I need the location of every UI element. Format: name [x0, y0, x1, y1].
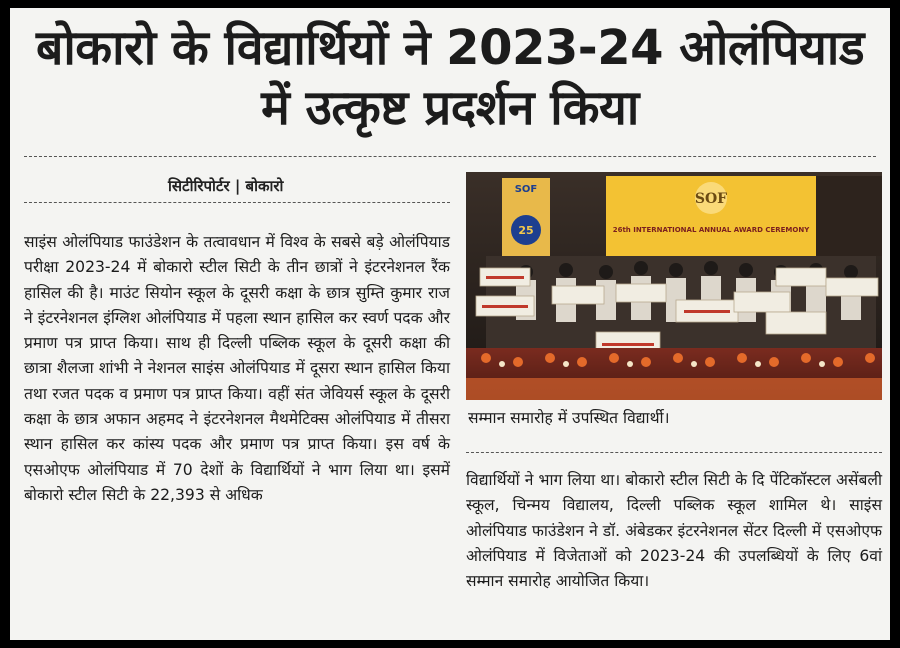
headline: बोकारो के विद्यार्थियों ने 2023-24 ओलंपियाड में उत्कृष्ट प्रदर्शन किया: [35, 20, 865, 136]
newspaper-clipping: [10, 8, 890, 640]
side-banner-logo: SOF: [514, 184, 538, 195]
headline-divider: [24, 156, 876, 157]
caption-divider: [466, 452, 882, 453]
anniversary-badge-number: 25: [518, 224, 534, 237]
article-body-right: विद्यार्थियों ने भाग लिया था। बोकारो स्टील सिटी के दि पेंटिकॉस्टल असेंबली स्कूल, चिन्मय विद्यालय, दिल्ली पब्लिक स्कूल शामिल थे। साइंस ओलंपियाड फाउंडेशन ने डॉ. अंबेडकर इंटरनेशनल सेंटर दिल्ली में एसओएफ ओलंपियाड में विजेताओं को 2023-24 की उपलब्धियों के लिए 6वां सम्मान समारोह आयोजित किया।: [466, 471, 882, 591]
stage-banner-logo: SOF: [694, 191, 728, 207]
ceremony-photo-graphic: [466, 172, 882, 400]
byline: सिटीरिपोर्टर | बोकारो: [168, 177, 284, 195]
ceremony-photo: [466, 172, 882, 400]
stage-banner-title: 26th INTERNATIONAL ANNUAL AWARD CEREMONY: [612, 226, 810, 234]
award-recipients-group: [476, 256, 878, 356]
article-body-left: साइंस ओलंपियाड फाउंडेशन के तत्वावधान में विश्व के सबसे बड़े ओलंपियाड परीक्षा 2023-24 में बोकारो स्टील सिटी के तीन छात्रों ने इंटरनेशनल रैंक हासिल की है। माउंट सियोन स्कूल के दूसरी कक्षा के छात्र सुम्ति कुमार राज ने इंटरनेशनल इंग्लिश ओलंपियाड में पहला स्थान हासिल कर स्वर्ण पदक और प्रमाण पत्र प्राप्त किया। साथ ही दिल्ली पब्लिक स्कूल के दूसरी कक्षा की छात्रा शैलजा शांभी ने नेशनल साइंस ओलंपियाड में दूसरा स्थान हासिल किया तथा रजत पदक व प्रमाण पत्र प्राप्त किया। वहीं संत जेवियर्स स्कूल के दूसरी कक्षा के छात्र अफान अहमद ने इंटरनेशनल मैथमेटिक्स ओलंपियाड में तीसरा स्थान हासिल कर कांस्य पदक और प्रमाण पत्र प्राप्त किया। इस वर्ष के एसओएफ ओलंपियाड में 70 देशों के विद्यार्थियों ने भाग लिया था। इसमें बोकारो स्टील सिटी के 22,393 से अधिक: [24, 233, 450, 504]
byline-divider: [24, 202, 450, 203]
photo-caption: सम्मान समारोह में उपस्थित विद्यार्थी।: [468, 409, 670, 427]
